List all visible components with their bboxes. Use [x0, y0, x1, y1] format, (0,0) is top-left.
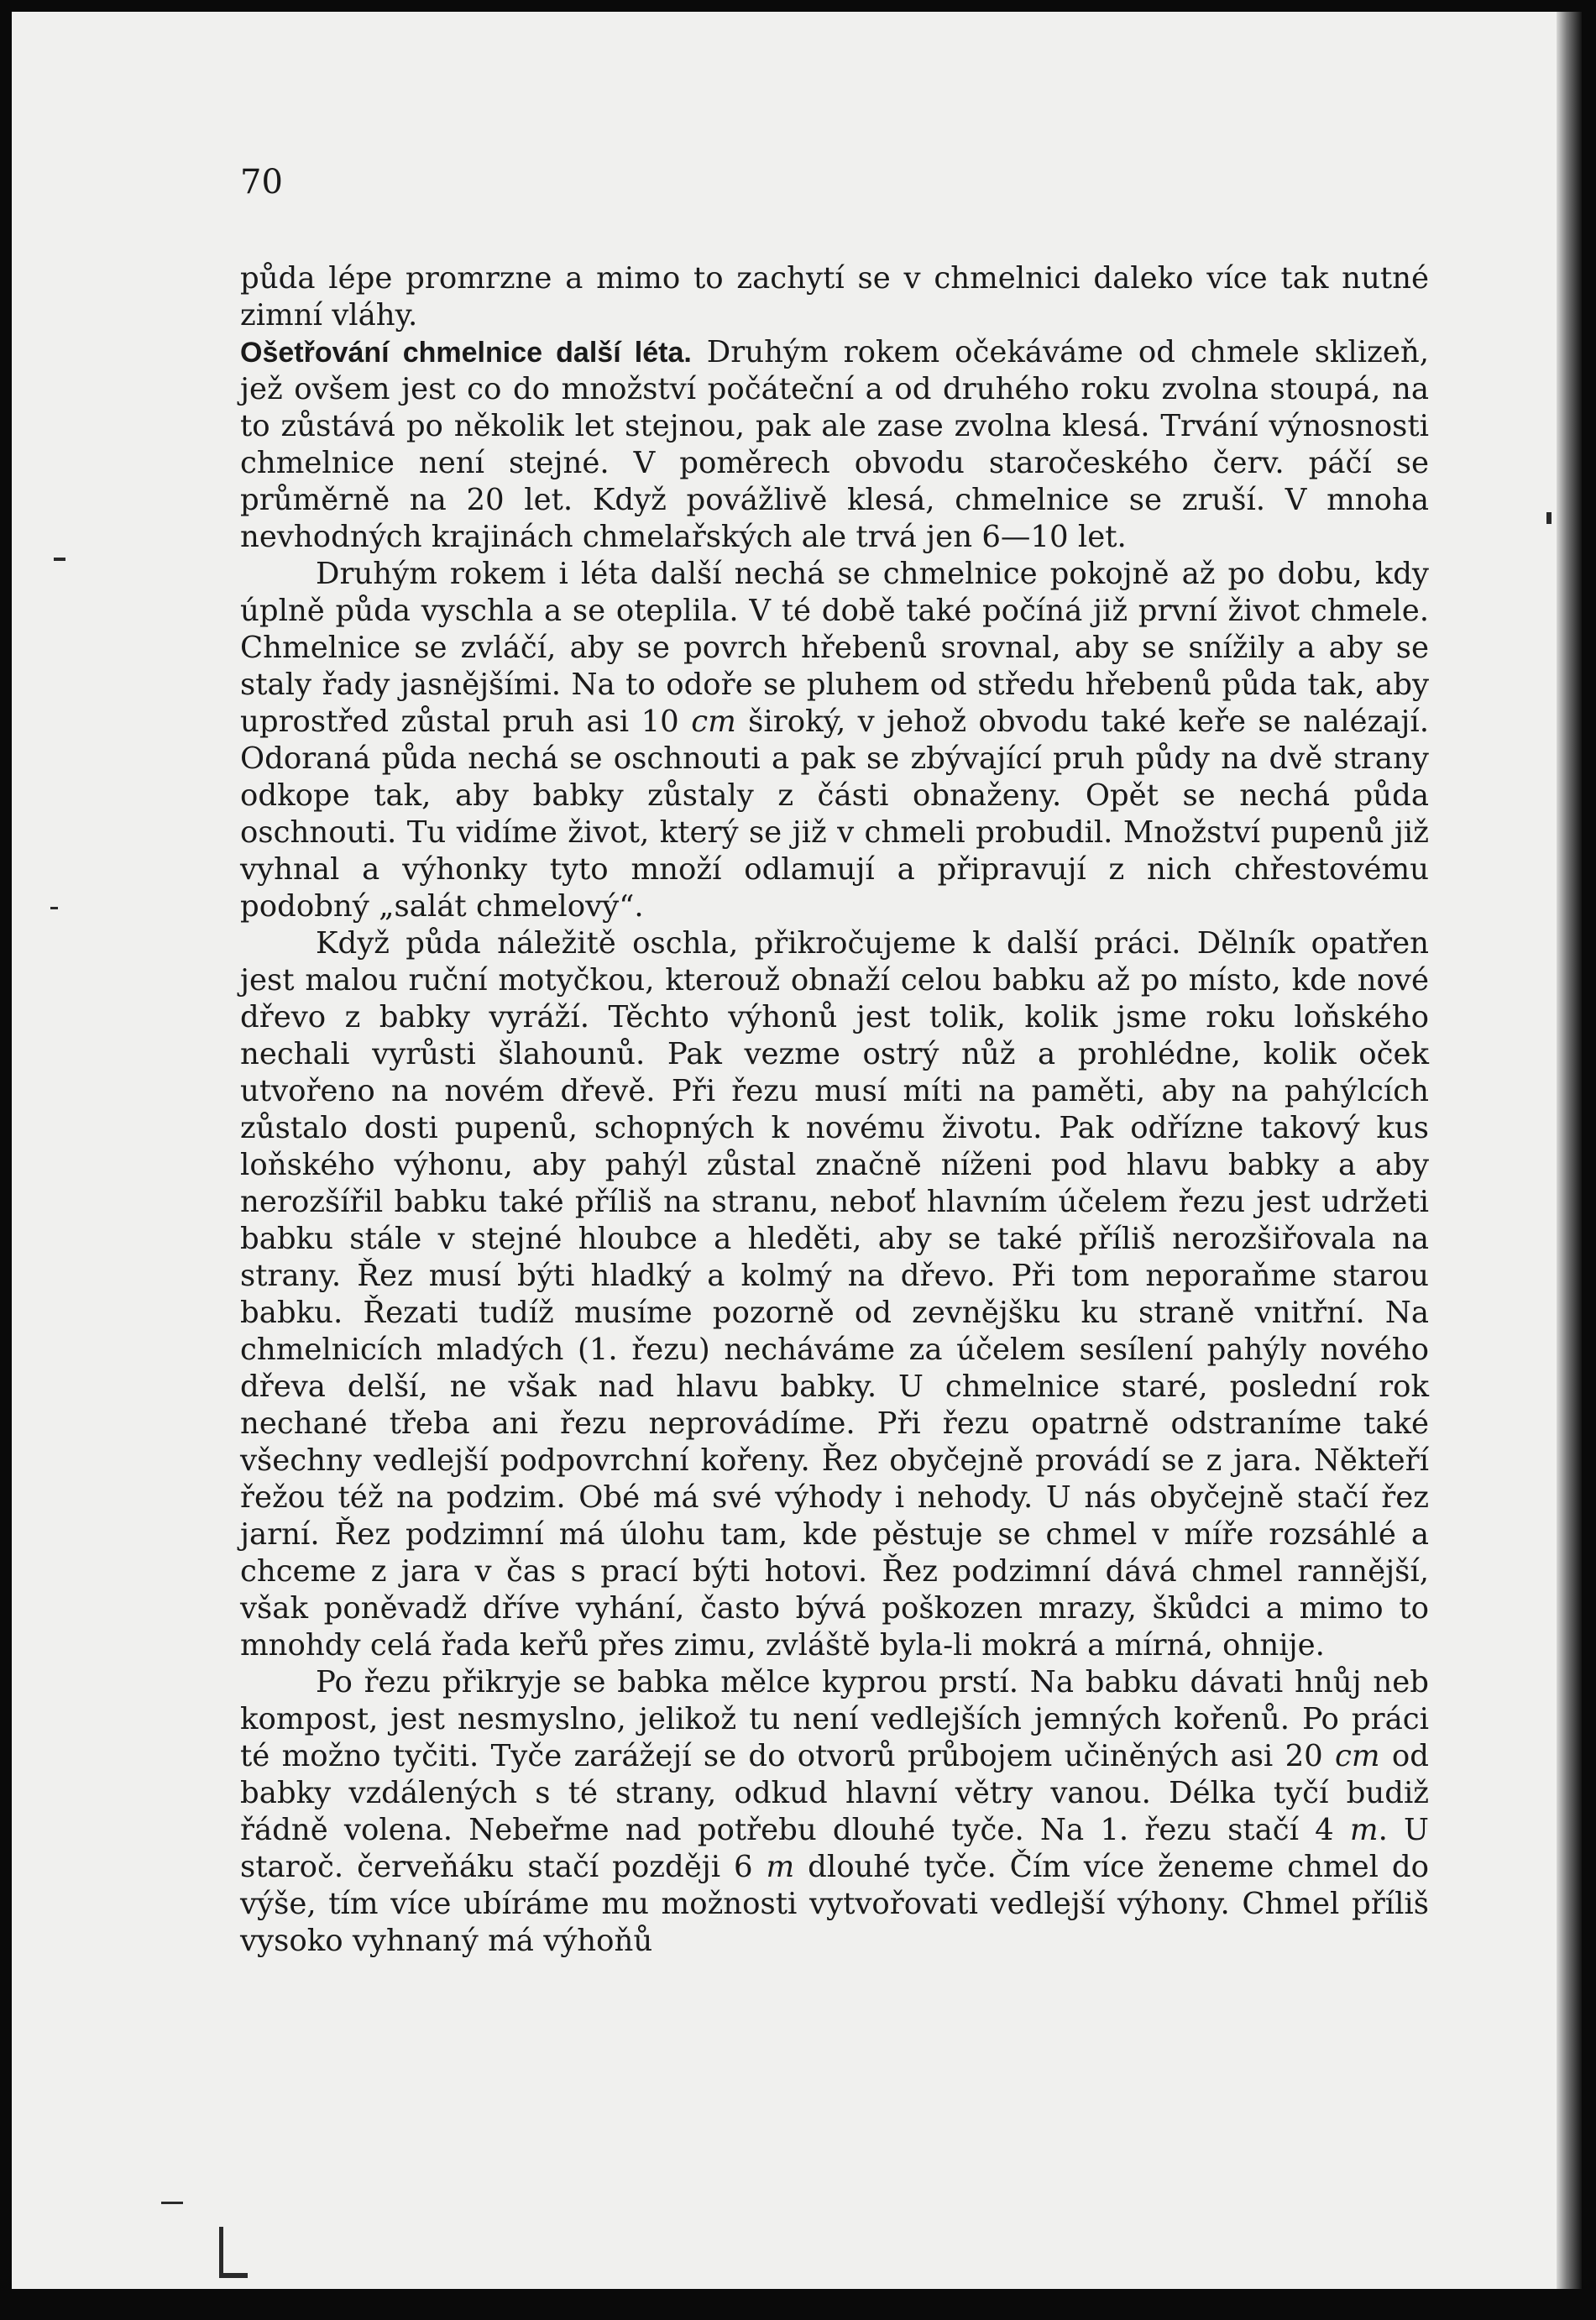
unit-text: cm: [1335, 1739, 1380, 1773]
margin-mark: [219, 2227, 223, 2277]
book-page: [12, 12, 1557, 2289]
unit-text: m: [1349, 1813, 1379, 1847]
paragraph: [240, 334, 1429, 556]
body-text: [240, 260, 1429, 1960]
paragraph-text: Druhým rokem očekáváme od chmele sklizeň, jež ovšem jest co do množství počáteční a od druhého roku zvolna stoupá, na to zůstává po několik let stejnou, pak ale zase zvolna klesá. Trvání výnosnosti chmelnice není stejné. V poměrech obvodu staročeského červ. páčí se průměrně na 20 let. Když povážlivě klesá, chmelnice se zruší. V mnoha nevhodných krajinách chmelařských ale trvá jen 6—10 let.: [240, 335, 1429, 554]
unit-text: cm: [691, 704, 736, 739]
paragraph-text: dlouhé tyče. Čím více ženeme chmel do výše, tím více ubíráme mu možnosti vytvořovati vedlejší výhony. Chmel příliš vysoko vyhnaný má výhoňů: [240, 1850, 1429, 1958]
margin-mark: [1546, 512, 1552, 524]
unit-text: m: [766, 1850, 795, 1884]
paragraph-text: půda lépe promrzne a mimo to zachytí se v chmelnici daleko více tak nutné zimní vláhy.: [240, 261, 1429, 333]
paragraph: [240, 925, 1429, 1664]
paragraph-text: Druhým rokem i léta další nechá se chmelnice pokojně až po dobu, kdy úplně půda vyschla a se oteplila. V té době také počíná již první život chmele. Chmelnice se zvláčí, aby se povrch hřebenů srovnal, aby se snížily a aby se staly řady jasnějšími. Na to odoře se pluhem od středu hřebenů půda tak, aby uprostřed zůstal pruh asi 10: [240, 557, 1429, 739]
margin-mark: [50, 907, 58, 909]
margin-mark: [161, 2202, 183, 2204]
paragraph-text: . U staroč. červeňáku stačí později 6: [240, 1813, 1429, 1884]
paragraph-text: od babky vzdálených s té strany, odkud hlavní větry vanou. Délka tyčí budiž řádně volena. Nebeřme nad potřebu dlouhé tyče. Na 1. řezu stačí 4: [240, 1739, 1429, 1847]
page-number: 70: [240, 163, 283, 202]
section-heading: Ošetřování chmelnice další léta.: [240, 337, 692, 369]
spine-shadow: [1557, 12, 1582, 2289]
margin-mark: [219, 2273, 248, 2278]
paragraph-text: Po řezu přikryje se babka mělce kyprou prstí. Na babku dávati hnůj neb kompost, jest nesmyslno, jelikož tu není vedlejších jemných kořenů. Po práci té možno tyčiti. Tyče zarážejí se do otvorů průbojem učiněných asi 20: [240, 1665, 1429, 1773]
paragraph: [240, 260, 1429, 334]
paragraph: [240, 1664, 1429, 1960]
paragraph-text: široký, v jehož obvodu také keře se nalézají. Odoraná půda nechá se oschnouti a pak se zbývající pruh půdy na dvě strany odkope tak, aby babky zůstaly z části obnaženy. Opět se nechá půda oschnouti. Tu vidíme život, který se již v chmeli probudil. Množství pupenů již vyhnal a výhonky tyto množí odlamují a připravují z nich chřestovému podobný „salát chmelový“.: [240, 704, 1429, 924]
paragraph: [240, 556, 1429, 925]
margin-mark: [54, 558, 65, 561]
paragraph-text: Když půda náležitě oschla, přikročujeme k další práci. Dělník opatřen jest malou ruční motyčkou, kterouž obnaží celou babku až po místo, kde nové dřevo z babky vyráží. Těchto výhonů jest tolik, kolik jsme roku loňského nechali vyrůsti šlahounů. Pak vezme ostrý nůž a prohlédne, kolik oček utvořeno na novém dřevě. Při řezu musí míti na paměti, aby na pahýlcích zůstalo dosti pupenů, schopných k novému životu. Pak odřízne takový kus loňského výhonu, aby pahýl zůstal značně níženi pod hlavu babky a aby nerozšířil babku také příliš na stranu, neboť hlavním účelem řezu jest udržeti babku stále v stejné hloubce a hleděti, aby se také příliš nerozšiřovala na strany. Řez musí býti hladký a kolmý na dřevo. Při tom neporaňme starou babku. Řezati tudíž musíme pozorně od zevnějšku ku straně vnitřní. Na chmelnicích mladých (1. řezu) necháváme za účelem sesílení pahýly nového dřeva delší, ne však nad hlavu babky. U chmelnice staré, poslední rok nechané třeba ani řezu neprovádíme. Při řezu opatrně odstraníme také všechny vedlejší podpovrchní kořeny. Řez obyčejně provádí se z jara. Někteří řežou též na podzim. Obé má své výhody i nehody. U nás obyčejně stačí řez jarní. Řez podzimní má úlohu tam, kde pěstuje se chmel v míře rozsáhlé a chceme z jara v čas s prací býti hotovi. Řez podzimní dává chmel rannější, však poněvadž dříve vyhání, často bývá poškozen mrazy, škůdci a mimo to mnohdy celá řada keřů přes zimu, zvláště byla-li mokrá a mírná, ohnije.: [240, 926, 1429, 1663]
